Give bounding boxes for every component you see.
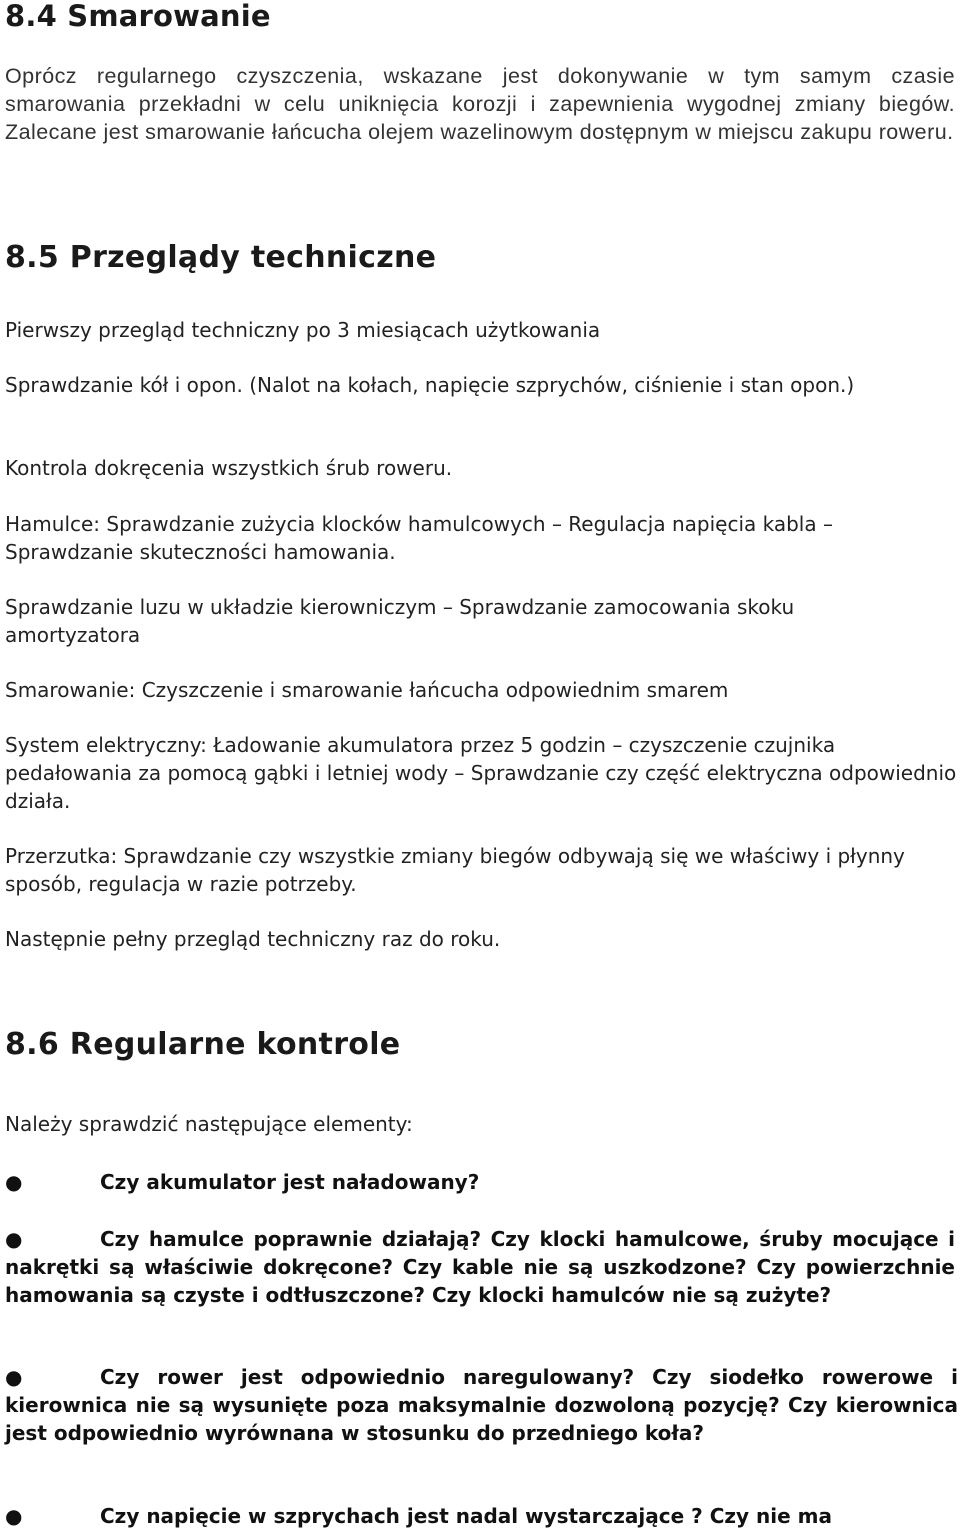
section-8-4-paragraph: Oprócz regularnego czyszczenia, wskazane jest dokonywanie w tym samym czasie smarowania przekładni w celu uniknięcia korozji i zapewnienia wygodnej zmiany biegów. Zalecane jest smarowanie łańcucha olejem wazelinowym dostępnym w miejscu zakupu roweru. bbox=[5, 64, 955, 144]
inspection-item-brakes: Hamulce: Sprawdzanie zużycia klocków hamulcowych – Regulacja napięcia kabla – Sprawdzanie skuteczności hamowania. bbox=[5, 512, 833, 564]
check-item-text: Czy akumulator jest naładowany? bbox=[100, 1170, 480, 1194]
inspection-item-first: Pierwszy przegląd techniczny po 3 miesiącach użytkowania bbox=[5, 318, 601, 342]
inspection-item-steering: Sprawdzanie luzu w układzie kierowniczym – Sprawdzanie zamocowania skoku amortyzatora bbox=[5, 595, 795, 647]
inspection-item-wheels: Sprawdzanie kół i opon. (Nalot na kołach, napięcie szprychów, ciśnienie i stan opon.) bbox=[5, 373, 855, 397]
check-item-brakes bbox=[5, 1225, 955, 1309]
bullet-icon: ● bbox=[5, 1504, 23, 1528]
inspection-item-electric: System elektryczny: Ładowanie akumulatora przez 5 godzin – czyszczenie czujnika pedałowania za pomocą gąbki i letniej wody – Sprawdzanie czy część elektryczna odpowiednio działa. bbox=[5, 733, 957, 813]
bullet-icon: ● bbox=[5, 1227, 23, 1251]
check-item-text: Czy hamulce poprawnie działają? Czy klocki hamulcowe, śruby mocujące i nakrętki są właściwie dokręcone? Czy kable nie są uszkodzone? Czy powierzchnie hamowania są czyste i odtłuszczone? Czy klocki hamulców nie są zużyte? bbox=[5, 1227, 955, 1307]
inspection-item-derailleur: Przerzutka: Sprawdzanie czy wszystkie zmiany biegów odbywają się we właściwy i płynny sposób, regulacja w razie potrzeby. bbox=[5, 844, 905, 896]
inspection-item-screws: Kontrola dokręcenia wszystkich śrub roweru. bbox=[5, 456, 453, 480]
check-item-adjustment bbox=[5, 1363, 958, 1447]
inspection-item-annual: Następnie pełny przegląd techniczny raz do roku. bbox=[5, 927, 501, 951]
inspection-item-lubrication: Smarowanie: Czyszczenie i smarowanie łańcucha odpowiednim smarem bbox=[5, 678, 729, 702]
check-item-text: Czy rower jest odpowiednio naregulowany? Czy siodełko rowerowe i kierownica nie są wysunięte poza maksymalnie dozwoloną pozycję? Czy kierownica jest odpowiednio wyrównana w stosunku do przedniego koła? bbox=[5, 1365, 958, 1445]
section-heading-8-6: 8.6 Regularne kontrole bbox=[5, 1027, 401, 1062]
section-heading-8-4: 8.4 Smarowanie bbox=[5, 0, 271, 33]
check-item-spokes bbox=[5, 1502, 955, 1530]
bullet-icon: ● bbox=[5, 1365, 23, 1389]
check-item-battery bbox=[5, 1168, 955, 1196]
check-item-text: Czy napięcie w szprychach jest nadal wystarczające ? Czy nie ma bbox=[100, 1504, 832, 1528]
section-heading-8-5: 8.5 Przeglądy techniczne bbox=[5, 240, 437, 275]
check-intro: Należy sprawdzić następujące elementy: bbox=[5, 1112, 413, 1136]
bullet-icon: ● bbox=[5, 1170, 23, 1194]
